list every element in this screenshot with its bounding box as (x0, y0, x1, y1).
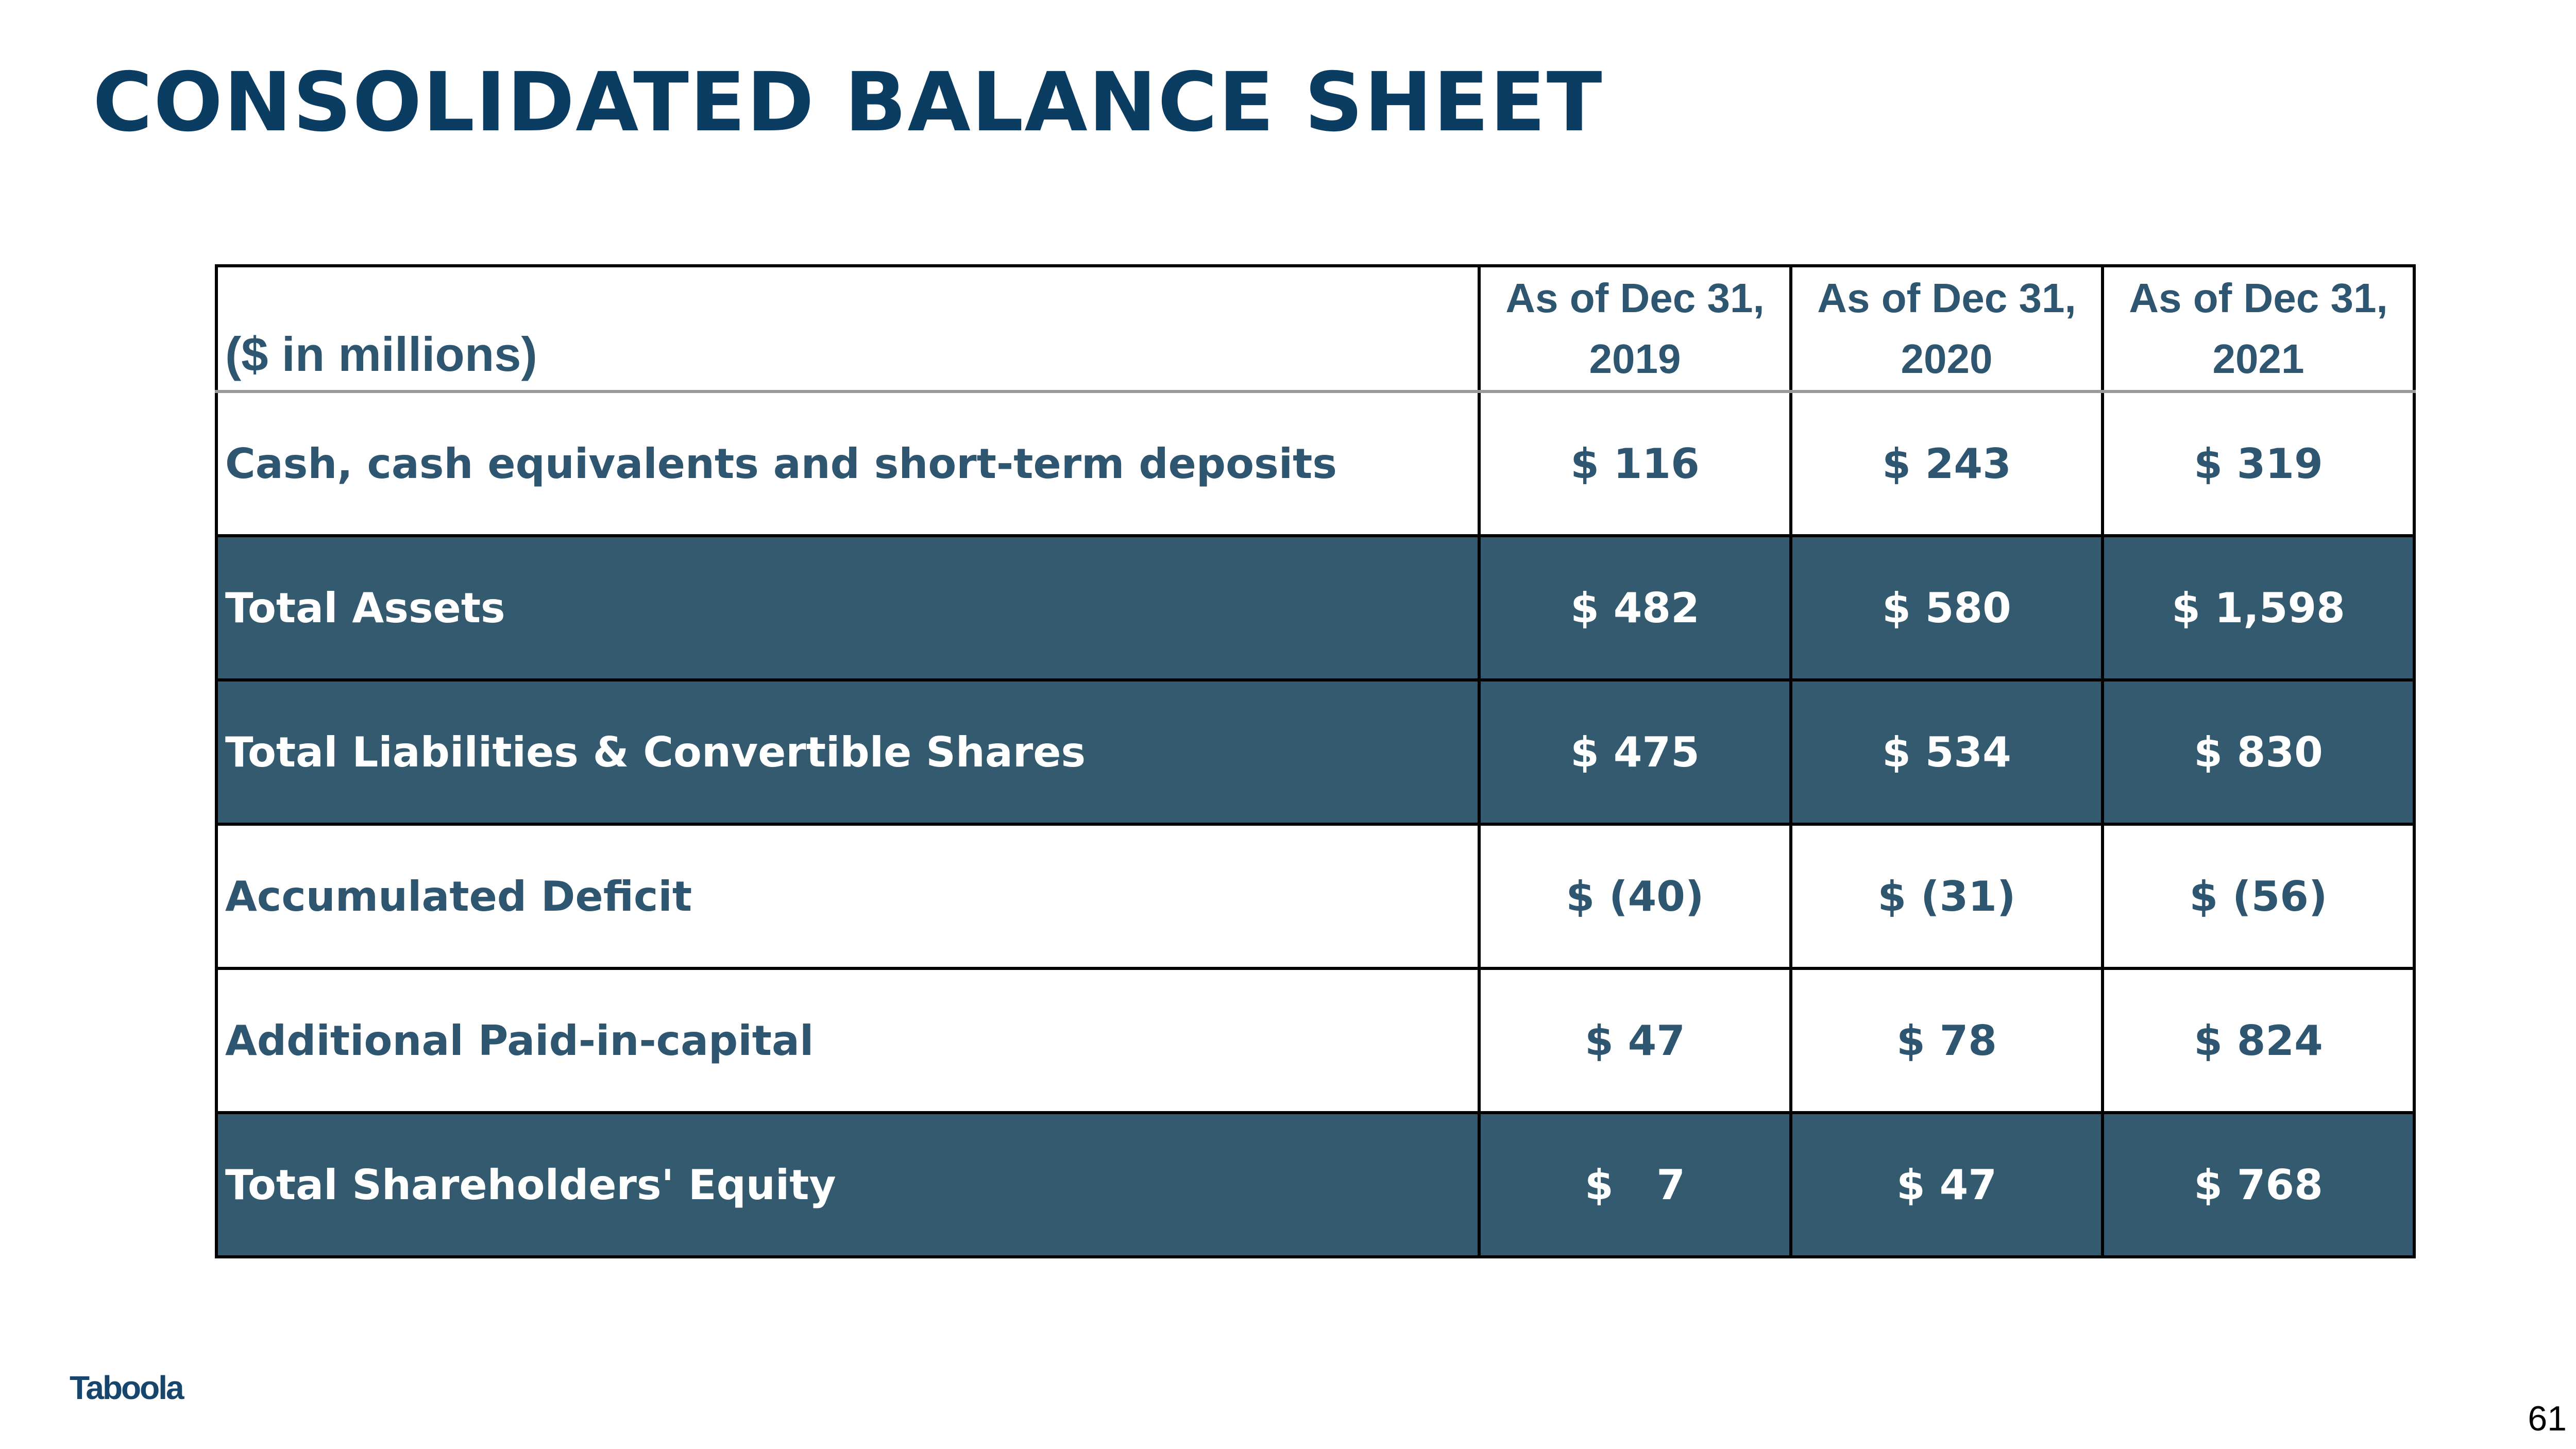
column-header-2019 (1479, 266, 1791, 391)
cell-2021: $ 1,598 (2103, 536, 2414, 680)
page-number: 61 (2528, 1399, 2567, 1438)
cell-2019: $ 482 (1479, 536, 1791, 680)
column-header-line1: As of Dec 31, (1505, 275, 1765, 321)
cell-2021: $ (56) (2103, 824, 2414, 968)
cell-2019: $ 47 (1479, 968, 1791, 1113)
units-label: ($ in millions) (216, 266, 1479, 391)
row-cash (216, 391, 2414, 536)
cell-2019: $ (40) (1479, 824, 1791, 968)
column-header-2021 (2103, 266, 2414, 391)
slide-title: CONSOLIDATED BALANCE SHEET (93, 55, 1603, 150)
column-header-2020 (1791, 266, 2103, 391)
row-label: Cash, cash equivalents and short-term deposits (216, 391, 1479, 536)
row-total-assets (216, 536, 2414, 680)
cell-2021: $ 319 (2103, 391, 2414, 536)
row-total-shareholders-equity (216, 1113, 2414, 1257)
cell-2020: $ 47 (1791, 1113, 2103, 1257)
cell-2020: $ 580 (1791, 536, 2103, 680)
table-header-row (216, 266, 2414, 391)
column-header-year: 2021 (2212, 336, 2304, 382)
cell-2020: $ 243 (1791, 391, 2103, 536)
row-total-liabilities (216, 680, 2414, 824)
row-label: Total Assets (216, 536, 1479, 680)
row-accumulated-deficit (216, 824, 2414, 968)
row-label: Additional Paid-in-capital (216, 968, 1479, 1113)
cell-2020: $ 78 (1791, 968, 2103, 1113)
row-label: Total Liabilities & Convertible Shares (216, 680, 1479, 824)
column-header-line1: As of Dec 31, (1817, 275, 2076, 321)
taboola-logo: Taboola (70, 1369, 183, 1406)
cell-2020: $ (31) (1791, 824, 2103, 968)
cell-2020: $ 534 (1791, 680, 2103, 824)
cell-2019: $ 475 (1479, 680, 1791, 824)
cell-2021: $ 768 (2103, 1113, 2414, 1257)
row-label: Total Shareholders' Equity (216, 1113, 1479, 1257)
row-additional-paid-in-capital (216, 968, 2414, 1113)
column-header-year: 2019 (1589, 336, 1681, 382)
cell-2021: $ 824 (2103, 968, 2414, 1113)
cell-2019: $ 7 (1479, 1113, 1791, 1257)
column-header-line1: As of Dec 31, (2129, 275, 2388, 321)
cell-2019: $ 116 (1479, 391, 1791, 536)
column-header-year: 2020 (1901, 336, 1993, 382)
cell-2021: $ 830 (2103, 680, 2414, 824)
balance-sheet-table (215, 264, 2416, 1258)
row-label: Accumulated Deficit (216, 824, 1479, 968)
